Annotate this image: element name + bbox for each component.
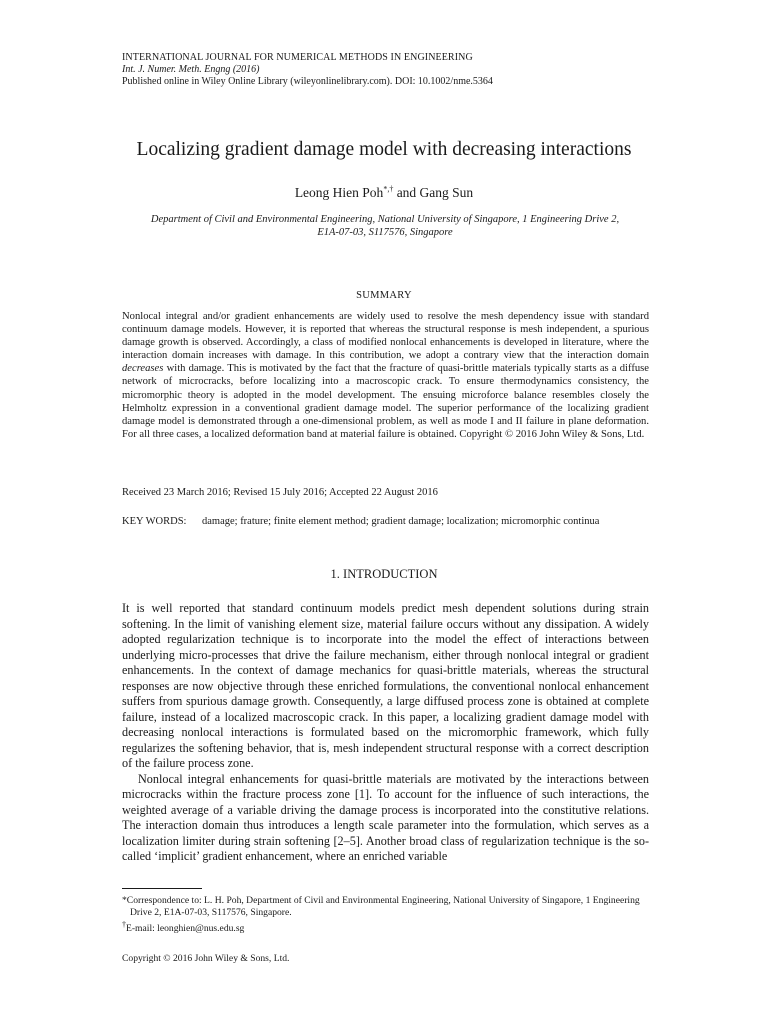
summary-heading: SUMMARY — [356, 290, 412, 301]
footnotes — [122, 895, 652, 935]
section-heading-introduction: 1. INTRODUCTION — [330, 567, 438, 581]
footnote-email-text: E-mail: leonghien@nus.edu.sg — [126, 923, 245, 935]
affiliation-line-1: Department of Civil and Environmental Engineering, National University of Singapore, 1 Engineering Drive 2, — [150, 214, 620, 225]
abstract-part-2: with damage. This is motivated by the fact that the fracture of quasi-brittle materials typically starts as a diffuse network of microcracks, before localizing into a macroscopic crack. To ensure thermodynamics consistency, the micromorphic theory is adopted in the model development. The ensuing microforce balance resembles closely the Helmholtz expression in a conventional gradient damage model. The superior performance of the localizing gradient damage model is demonstrated through a one-dimensional problem, as well as mode I and II failure in plane deformation. For all three cases, a localized deformation band at material failure is obtained. Copyright © 2016 John Wiley & Sons, Ltd. — [122, 363, 649, 440]
copyright-footer: Copyright © 2016 John Wiley & Sons, Ltd. — [122, 953, 290, 964]
abstract-text — [122, 310, 649, 441]
author-2: and Gang Sun — [396, 185, 474, 200]
journal-citation: Int. J. Numer. Meth. Engng (2016) — [122, 64, 260, 75]
author-1-marks: *,† — [383, 184, 394, 194]
abstract-part-1: Nonlocal integral and/or gradient enhancements are widely used to resolve the mesh dependency issue with standard continuum damage models. However, it is reported that whereas the structural response is mesh independent, a spurious damage growth is observed. Accordingly, a class of modified nonlocal enhancements is developed in literature, where the interaction domain increases with damage. In this contribution, we adopt a contrary view that the interaction domain — [122, 311, 649, 362]
paragraph-2: Nonlocal integral enhancements for quasi-brittle materials are motivated by the interactions between microcracks within the fracture process zone [1]. To account for the influence of such interactions, the weighted average of a variable driving the damage process is incorporated into the constitutive relations. The interaction domain thus introduces a length scale parameter into the formulation, which serves as a localization limiter during strain softening [2–5]. Another broad class of regularization technique is the so-called ‘implicit’ gradient enhancement, where an enriched variable — [122, 771, 649, 863]
received-dates: Received 23 March 2016; Revised 15 July 2016; Accepted 22 August 2016 — [122, 487, 438, 498]
keywords — [122, 515, 649, 528]
journal-header — [122, 52, 652, 88]
publication-info: Published online in Wiley Online Library (wileyonlinelibrary.com). DOI: 10.1002/nme.5364 — [122, 76, 493, 87]
journal-name: INTERNATIONAL JOURNAL FOR NUMERICAL METHODS IN ENGINEERING — [122, 52, 473, 63]
footnote-email-mark: † — [122, 920, 126, 929]
keywords-text: damage; frature; finite element method; gradient damage; localization; micromorphic continua — [202, 516, 600, 527]
paragraph-1: It is well reported that standard continuum models predict mesh dependent solutions during strain softening. In the limit of vanishing element size, material failure occurs without any dissipation. A widely adopted regularization technique is to incorporate into the model the effect of interactions between underlying micro-processes that drive the failure mechanism, either through nonlocal integral or gradient enhancements. In the context of damage mechanics for quasi-brittle materials, whereas the structural responses are now objective through these enriched formulations, the conventional nonlocal enhancement suffers from spurious damage growth. Consequently, a large diffused process zone is obtained at complete failure, instead of a localized macroscopic crack. In this paper, a localizing gradient damage model with decreasing nonlocal interactions is formulated based on the micromorphic framework, which fully regularizes the softening behavior, that is, mesh independent structural response with a correct description of the failure process zone. — [122, 601, 649, 770]
affiliation-line-2: E1A-07-03, S117576, Singapore — [317, 227, 453, 238]
footnote-rule — [122, 888, 202, 889]
introduction-body — [122, 601, 649, 865]
affiliation — [140, 213, 630, 239]
author-1: Leong Hien Poh — [294, 185, 384, 200]
keywords-label: KEY WORDS: — [122, 516, 187, 527]
footnote-email — [122, 919, 652, 935]
author-line — [0, 185, 768, 201]
footnote-correspondence: *Correspondence to: L. H. Poh, Department of Civil and Environmental Engineering, National University of Singapore, 1 Engineering Drive 2, E1A-07-03, S117576, Singapore. — [122, 895, 640, 918]
abstract-emphasis: decreases — [122, 363, 164, 375]
paper-title: Localizing gradient damage model with decreasing interactions — [136, 139, 632, 160]
